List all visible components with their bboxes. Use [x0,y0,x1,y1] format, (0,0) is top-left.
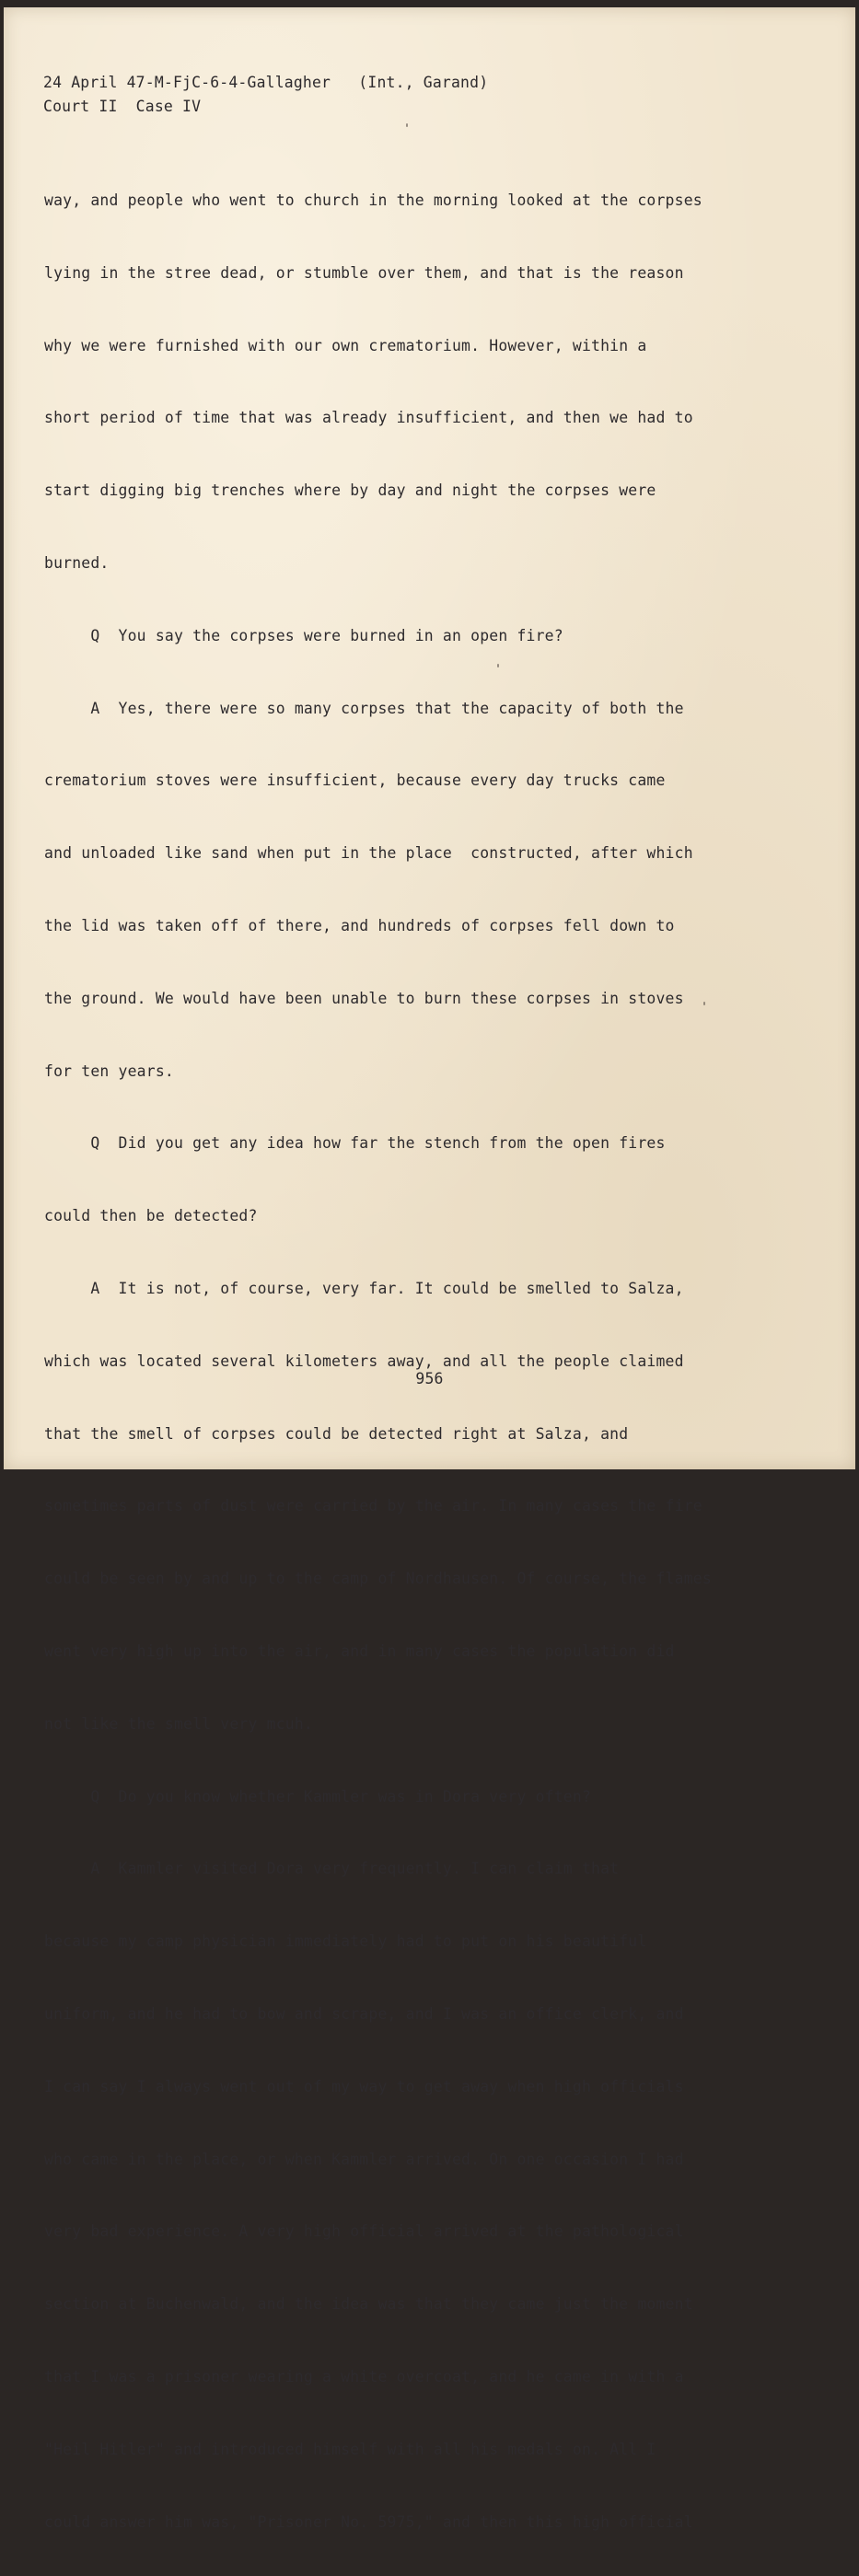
question-line: Q You say the corpses were burned in an open fire? [44,626,563,644]
text-line: lying in the stree dead, or stumble over them, and that is the reason [44,263,684,282]
text-line: short period of time that was already insufficient, and then we had to [44,409,693,427]
text-line: uniform, and he had to bow and scrape, and I was an office clerk, and [44,2004,684,2023]
question-line: Q Do you know whether Kammler was in Dora very often? [44,1787,592,1805]
text-line: could be seen by and up to the camp of Nordhausen. Of course, the flames [44,1570,712,1588]
text-line: which was located several kilometers away, and all the people claimed [44,1352,684,1370]
transcript-page [4,7,855,2531]
text-line: "Heil Hitler" and introduced himself with all his medals on. All I [44,2440,656,2458]
text-line: for ten years. [44,1062,174,1080]
text-line: section at Buchenwald, and the idea was that they came just the moment [44,2295,693,2314]
page-number: 956 [415,1370,444,1387]
text-line: and unloaded like sand when put in the place constructed, after which [44,844,693,863]
text-line: that I was a prisoner wearing a white overcoat, and he came in with a [44,2367,684,2385]
question-line: Q Did you get any idea how far the stench from the open fires [44,1134,666,1153]
text-line: very bad experience. A very high official arrived at the pathological [44,2222,684,2241]
header-court-line: Court II Case IV [43,98,202,115]
text-line: because my camp physician immediately had to put on his beautiful [44,1932,647,1951]
text-line: why we were furnished with our own crematorium. However, within a [44,336,647,354]
paper-speck [406,123,408,127]
text-line: I can say I always went out of my way to get away when high officials [44,2077,684,2095]
answer-line: A Yes, there were so many corpses that the capacity of both the [44,699,684,717]
text-line: burned. [44,553,110,572]
text-line: could answer him was, "Prisoner No. 5975," and then this high official [44,2512,693,2531]
transcript-body [44,147,836,2576]
text-line: went very high up into the air, and in many cases the population did [44,1642,675,1660]
text-line: start digging big trenches where by day and night the corpses were [44,482,656,500]
text-line: crematorium stoves were insufficient, because every day trucks came [44,772,666,790]
text-line: way, and people who went to church in the morning looked at the corpses [44,191,702,209]
paper-speck [703,1002,705,1005]
text-line: the lid was taken off of there, and hundreds of corpses fell down to [44,916,675,934]
paper-speck [497,664,499,667]
text-line: could then be detected? [44,1207,258,1225]
text-line: sometimes parts of dust were carried by the air. In many cases the fire [44,1497,702,1515]
answer-line: A It is not, of course, very far. It could be smelled to Salza, [44,1279,684,1297]
text-line: who came in the place, or when Kammler arrived. On one occasion I had [44,2150,684,2168]
text-line: that the smell of corpses could be detected right at Salza, and [44,1424,629,1443]
text-line: the ground. We would have been unable to burn these corpses in stoves [44,989,684,1007]
text-line: not like the smell very mcuh. [44,1714,313,1733]
header-date-line: 24 April 47-M-FjC-6-4-Gallagher (Int., Garand) [43,74,489,91]
answer-line: A Kammler visited Dora very frequently. I can claim that [44,1860,620,1878]
